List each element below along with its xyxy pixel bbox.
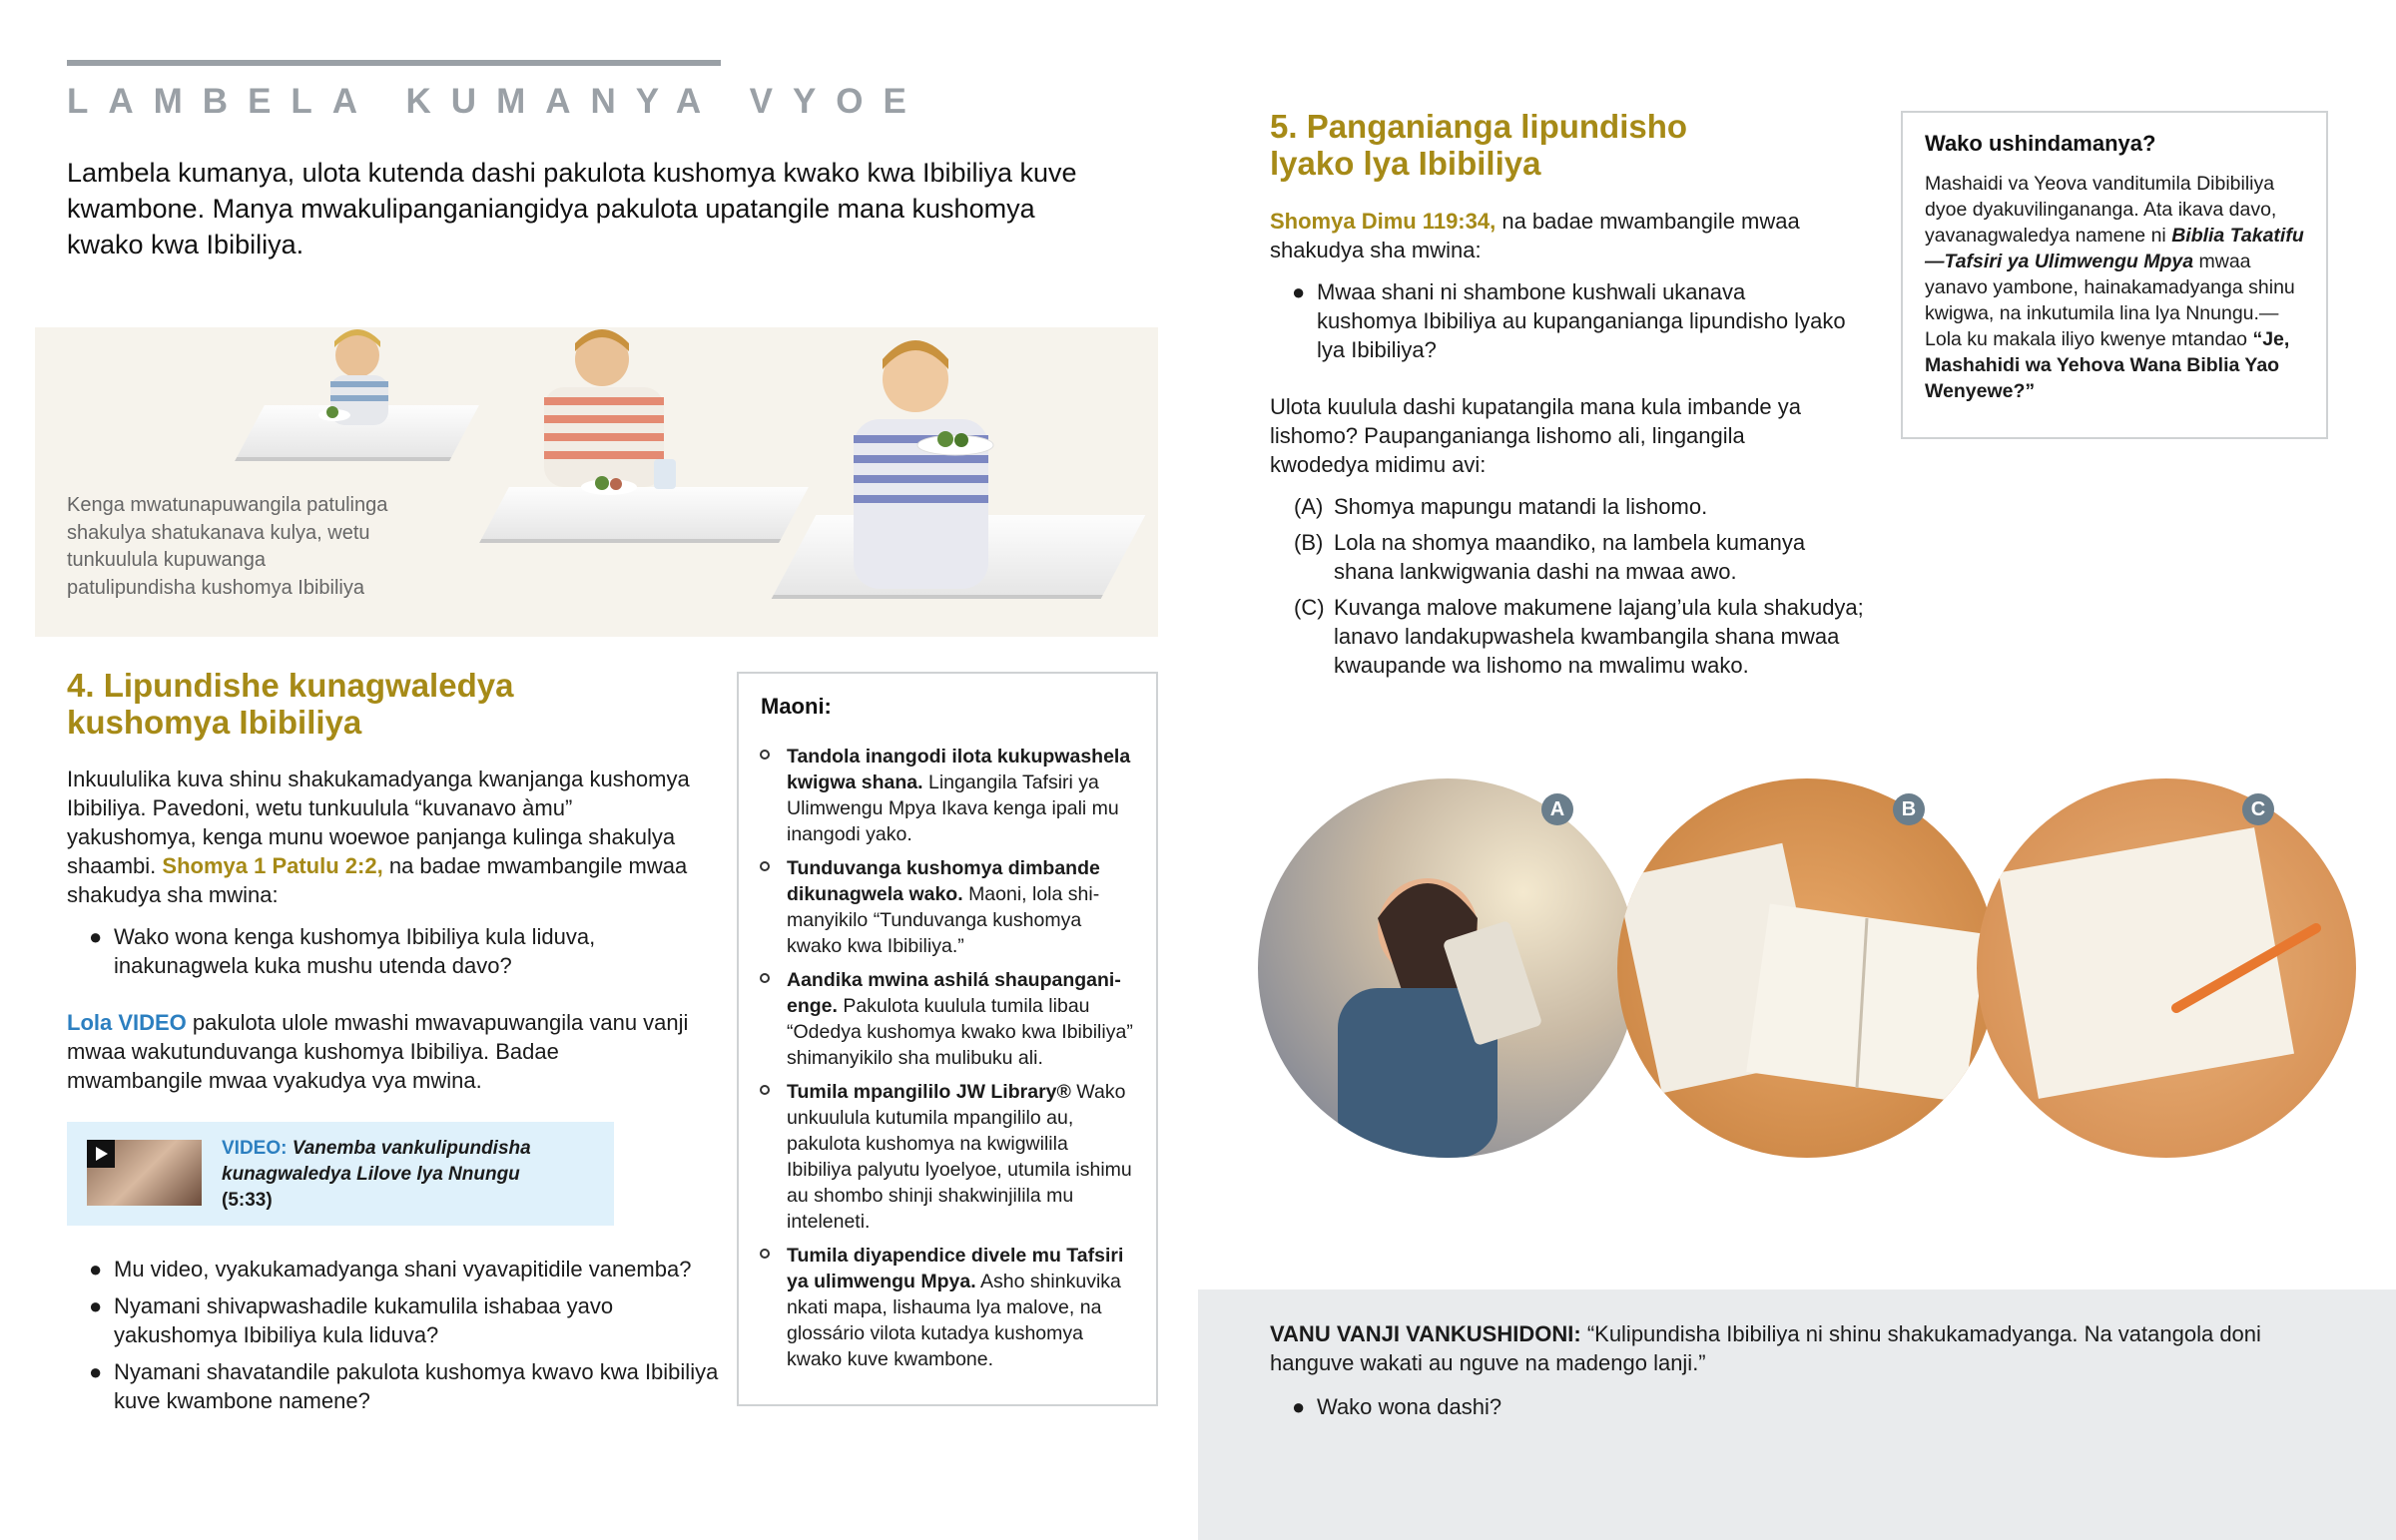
list-item <box>67 1291 726 1349</box>
bullet-dot: ● <box>89 924 103 949</box>
video-title: Vanemba vankulipundisha kunagwaledya Lilove lya Nnungu <box>222 1138 531 1185</box>
section-4-bullets-2 <box>67 1255 726 1423</box>
section-4-bullets-1 <box>67 922 686 988</box>
option-b <box>1270 528 1869 586</box>
video-link[interactable]: Lola VIDEO <box>67 1010 187 1035</box>
bullet-text: Mwaa shani ni shambone kushwali ukanava kushomya Ibibiliya au kupanganianga lipundisho lyako lya Ibibiliya? <box>1317 279 1846 362</box>
section-5-title-line1: 5. Panganianga lipundisho <box>1270 108 1688 145</box>
bullet-dot: ● <box>1292 279 1306 304</box>
bible-name: Biblia Takatifu—Tafsiri ya Ulimwengu Mpya <box>1925 225 2304 272</box>
bullet-dot: ● <box>89 1257 103 1282</box>
section-5-heading <box>1270 108 1829 182</box>
quote-paragraph <box>1270 1319 2288 1377</box>
quote-text: “Kulipundisha Ibibiliya ni shinu shakukamadyanga. Na vatangola doni hanguve wakati au nguve na madengo lanji.” <box>1270 1321 2261 1375</box>
circle-b-bible-study <box>1617 778 1997 1158</box>
badge-c: C <box>2242 793 2274 825</box>
quote-bullets <box>1270 1392 1869 1429</box>
section-5-title-line2: lyako lya Ibibiliya <box>1270 145 1541 182</box>
list-item <box>67 1357 726 1415</box>
bullet-dot: ● <box>89 1359 103 1384</box>
video-thumbnail[interactable] <box>87 1140 202 1206</box>
tip-heading: Aandika mwina ashilá shaupanganienge. <box>787 969 1121 1017</box>
tip-heading: Tandola inangodi ilota kukupwashela kwigwa shana. <box>787 746 1131 793</box>
circle-a-girl-reading <box>1258 778 1637 1158</box>
maoni-box <box>737 672 1158 1406</box>
list-item <box>739 855 1138 959</box>
list-item <box>67 1255 726 1283</box>
video-card[interactable] <box>67 1122 614 1226</box>
section-4-text-tail: na badae mwambangile mwaa shakudya sha mwina: <box>67 853 688 907</box>
video-duration: (5:33) <box>222 1190 273 1211</box>
option-a <box>1270 492 1869 521</box>
bullet-text: Wako wona dashi? <box>1317 1394 1502 1419</box>
intro-paragraph: Lambela kumanya, ulota kutenda dashi pakulota kushomya kwako kwa Ibibiliya kuve kwambone. Manya mwakulipanganiangidya pakulota upatangile mana kushomya kwako kwa Ibibiliya. <box>67 158 1077 259</box>
header-rule <box>67 60 721 66</box>
section-4-heading <box>67 667 726 741</box>
list-item <box>739 1243 1138 1372</box>
did-you-know-box <box>1901 111 2328 439</box>
section-5-options <box>1270 492 1869 687</box>
badge-a: A <box>1541 793 1573 825</box>
circle-bullet-icon <box>760 750 770 760</box>
list-item <box>739 1079 1138 1235</box>
bullet-text: Nyamani shavatandile pakulota kushomya kwavo kwa Ibibiliya kuve kwambone namene? <box>114 1359 719 1413</box>
scripture-link-1-patulu[interactable]: Shomya 1 Patulu 2:2, <box>162 853 383 878</box>
tip-text: Pakulota kuulula tumila libau “Odedya kushomya kwako kwa Ibibiliya” shimanyikilo sha mulibuku ali. <box>787 995 1133 1069</box>
section-5-text: na badae mwambangile mwaa shakudya sha mwina: <box>1270 209 1800 262</box>
section-4-paragraph-2 <box>67 1008 696 1095</box>
tip-text: Asho shinkuvika nkati mapa, lishauma lya malove, na glossário vilota kutadya kushomya kwako kuve kwambone. <box>787 1271 1121 1370</box>
sidebox-text-a: Mashaidi va Yeova vanditumila Dibibiliya dyoe dyakuvilingananga. Ata ikava davo, yavanagwaledya namene ni <box>1925 173 2277 247</box>
option-label: (B) <box>1294 530 1324 555</box>
tip-text: Maoni, lola shimanyikilo “Tunduvanga kushomya kwako kwa Ibibiliya.” <box>787 883 1100 957</box>
section-4-title-line2: kushomya Ibibiliya <box>67 704 362 741</box>
circle-bullet-icon <box>760 1085 770 1095</box>
play-icon[interactable] <box>87 1140 115 1168</box>
bullet-dot: ● <box>89 1293 103 1318</box>
maoni-title: Maoni: <box>761 694 832 719</box>
maoni-list <box>739 744 1138 1380</box>
tip-text: Wako unkuulula kutumila mpangililo au, pakulota kushomya na kwigwilila Ibibiliya palyutu lyoelyoe, utumila ishimu au shombo shinji shakwinjilila mu inteleneti. <box>787 1081 1132 1233</box>
video-info <box>222 1136 601 1214</box>
badge-b: B <box>1893 793 1925 825</box>
section-5-bullets <box>1270 277 1849 372</box>
section-5-paragraph-2: Ulota kuulula dashi kupatangila mana kula imbande ya lishomo? Paupanganianga lishomo ali, lingangila kwodedya midimu avi: <box>1270 394 1802 477</box>
bullet-text: Wako wona kenga kushomya Ibibiliya kula liduva, inakunagwela kuka mushu utenda davo? <box>114 924 596 978</box>
bullet-text: Nyamani shivapwashadile kukamulila ishabaa yavo yakushomya Ibibiliya kula liduva? <box>114 1293 614 1347</box>
option-c <box>1270 593 1869 680</box>
list-item <box>739 744 1138 847</box>
video-label: VIDEO: <box>222 1138 288 1159</box>
illustration-caption: Kenga mwatunapuwangila patulinga shakulya shatukanava kulya, wetu tunkuulula kupuwanga patulipundisha kushomya Ibibiliya <box>67 494 388 599</box>
girl-reading-illustration <box>1258 778 1637 1158</box>
sidebox-text-b: mwaa yanavo yambone, hainakamadyanga shinu kwigwa, na inkutumila lina lya Nnungu.—Lola ku makala iliyo kwenye mtandao <box>1925 251 2295 350</box>
option-label: (A) <box>1294 494 1324 519</box>
section-5-paragraph-1 <box>1270 207 1839 264</box>
tip-heading: Tumila mpangililo JW Library® <box>787 1081 1071 1103</box>
list-item <box>1270 277 1849 364</box>
bullet-text: Mu video, vyakukamadyanga shani vyavapitidile vanemba? <box>114 1257 692 1282</box>
list-item <box>1270 1392 1869 1421</box>
bullet-dot: ● <box>1292 1394 1306 1419</box>
option-text: Shomya mapungu matandi la lishomo. <box>1334 494 1708 519</box>
quote-label: VANU VANJI VANKUSHIDONI: <box>1270 1321 1581 1346</box>
tip-heading: Tunduvanga kushomya dimbande dikunagwela wako. <box>787 857 1100 905</box>
tip-heading: Tumila diyapendice divele mu Tafsiri ya ulimwengu Mpya. <box>787 1245 1124 1292</box>
option-text: Lola na shomya maandiko, na lambela kumanya shana lankwigwania dashi na mwaa awo. <box>1334 530 1806 584</box>
tip-text: Lingangila Tafsiri ya Ulimwengu Mpya Ikava kenga ipali mu inangodi yako. <box>787 771 1119 845</box>
section-kicker: LAMBELA KUMANYA VYOE <box>67 82 926 121</box>
list-item <box>67 922 686 980</box>
open-books-illustration <box>1617 778 1997 1158</box>
section-4-paragraph-1 <box>67 765 696 909</box>
sidebox-title: Wako ushindamanya? <box>1925 131 2156 156</box>
circle-c-note-taking <box>1977 778 2356 1158</box>
sidebox-text <box>1925 171 2309 404</box>
option-text: Kuvanga malove makumene lajang’ula kula shakudya; lanavo landakupwashela kwambangila shana mwaa kwaupande wa lishomo na mwalimu wako. <box>1334 595 1864 678</box>
writing-illustration <box>1977 778 2356 1158</box>
section-4-text: Inkuululika kuva shinu shakukamadyanga kwanjanga kushomya Ibibiliya. Pavedoni, wetu tunkuulula “kuvanavo àmu” yakushomya, kenga munu woewoe panjanga kulinga shakulya shaambi. <box>67 767 690 878</box>
option-label: (C) <box>1294 595 1325 620</box>
circle-bullet-icon <box>760 861 770 871</box>
article-link[interactable]: “Je, Mashahidi wa Yehova Wana Biblia Yao Wenyewe?” <box>1925 328 2290 402</box>
circle-bullet-icon <box>760 973 770 983</box>
list-item <box>739 967 1138 1071</box>
section-4-text-2: pakulota ulole mwashi mwavapuwangila vanu vanji mwaa wakutunduvanga kushomya Ibibiliya. Badae mwambangile mwaa vyakudya vya mwina. <box>67 1010 689 1093</box>
circle-bullet-icon <box>760 1249 770 1259</box>
scripture-link-dimu[interactable]: Shomya Dimu 119:34, <box>1270 209 1497 234</box>
section-4-title-line1: 4. Lipundishe kunagwaledya <box>67 667 514 704</box>
